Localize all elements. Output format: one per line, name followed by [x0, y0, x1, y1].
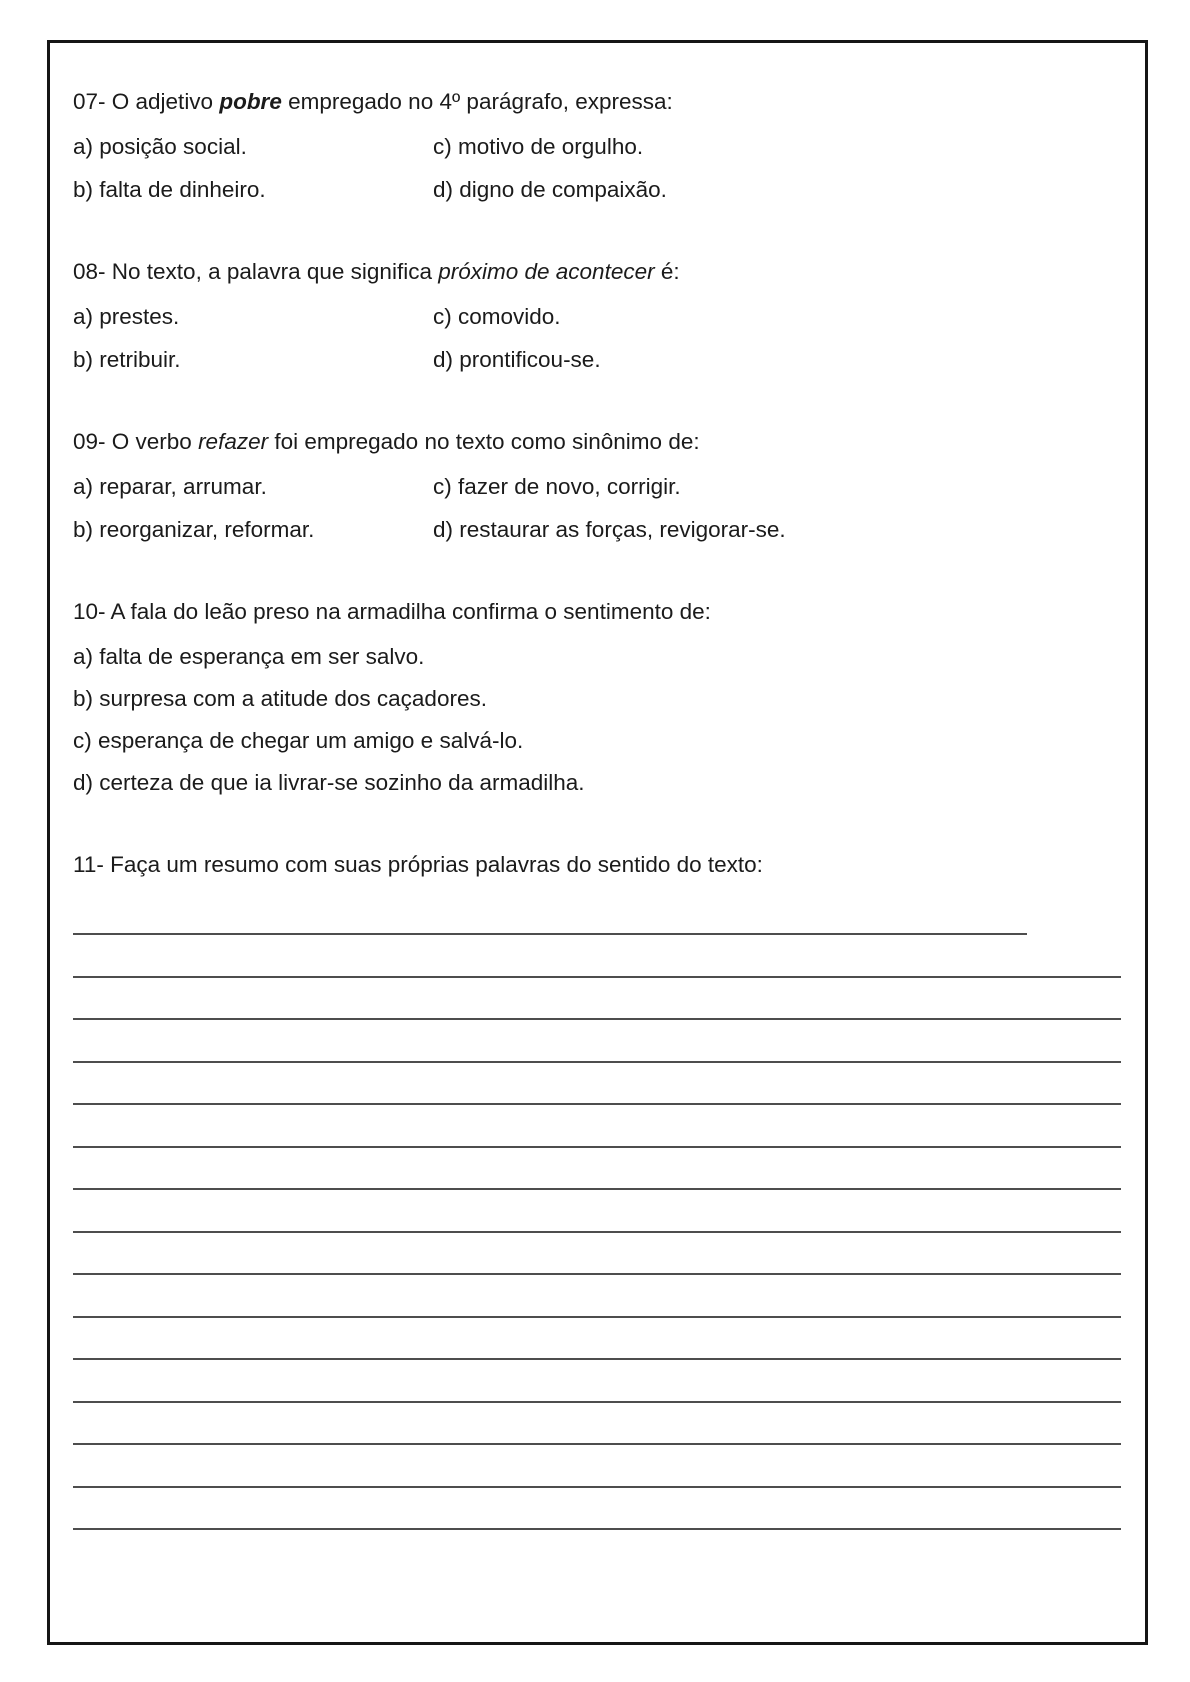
answer-line	[73, 1488, 1121, 1531]
question-08	[73, 259, 1125, 373]
question-07-prompt-post: empregado no 4º parágrafo, expressa:	[281, 89, 673, 114]
question-10-option-d: d) certeza de que ia livrar-se sozinho da armadilha.	[73, 770, 585, 795]
answer-line	[73, 1105, 1121, 1148]
answer-line	[73, 1275, 1121, 1318]
question-09-option-d: d) restaurar as forças, revigorar-se.	[433, 517, 786, 542]
question-08-options	[73, 304, 1125, 373]
question-08-emphasis: próximo de acontecer	[438, 259, 655, 284]
answer-line	[73, 1020, 1121, 1063]
question-09-options	[73, 474, 1125, 543]
question-09-option-b: b) reorganizar, reformar.	[73, 517, 315, 542]
question-07-option-a: a) posição social.	[73, 134, 247, 159]
answer-line	[73, 1148, 1121, 1191]
answer-line	[73, 1403, 1121, 1446]
question-10	[73, 599, 1125, 796]
question-09-prompt-post: foi empregado no texto como sinônimo de:	[268, 429, 700, 454]
question-07-emphasis: pobre	[219, 89, 282, 114]
question-10-option-b: b) surpresa com a atitude dos caçadores.	[73, 686, 487, 711]
question-11-prompt: 11- Faça um resumo com suas próprias palavras do sentido do texto:	[73, 852, 763, 877]
question-07-prompt	[73, 89, 1125, 115]
answer-line	[73, 1190, 1121, 1233]
page-border-frame	[47, 40, 1148, 1645]
question-07-prompt-pre: 07- O adjetivo	[73, 89, 220, 114]
question-08-prompt-post: é:	[654, 259, 680, 284]
question-08-prompt	[73, 259, 1125, 285]
question-07-option-b: b) falta de dinheiro.	[73, 177, 266, 202]
question-11	[73, 852, 1125, 1530]
answer-line	[73, 897, 1027, 935]
answer-lines	[73, 897, 1125, 1530]
question-08-option-d: d) prontificou-se.	[433, 347, 601, 372]
answer-line	[73, 1318, 1121, 1361]
question-07-option-d: d) digno de compaixão.	[433, 177, 667, 202]
answer-line	[73, 978, 1121, 1021]
question-08-option-c: c) comovido.	[433, 304, 561, 329]
question-08-option-b: b) retribuir.	[73, 347, 181, 372]
question-09-option-c: c) fazer de novo, corrigir.	[433, 474, 681, 499]
question-07	[73, 89, 1125, 203]
question-07-option-c: c) motivo de orgulho.	[433, 134, 644, 159]
question-07-options	[73, 134, 1125, 203]
question-09-prompt-pre: 09- O verbo	[73, 429, 199, 454]
question-10-option-a: a) falta de esperança em ser salvo.	[73, 644, 425, 669]
question-09-emphasis: refazer	[198, 429, 269, 454]
question-09-option-a: a) reparar, arrumar.	[73, 474, 267, 499]
question-09	[73, 429, 1125, 543]
answer-line	[73, 1063, 1121, 1106]
question-08-option-a: a) prestes.	[73, 304, 180, 329]
answer-line	[73, 1233, 1121, 1276]
question-10-prompt: 10- A fala do leão preso na armadilha confirma o sentimento de:	[73, 599, 711, 624]
answer-line	[73, 1445, 1121, 1488]
answer-line	[73, 1360, 1121, 1403]
question-10-option-c: c) esperança de chegar um amigo e salvá-lo.	[73, 728, 524, 753]
answer-line	[73, 935, 1121, 978]
question-10-options	[73, 644, 1125, 796]
question-08-prompt-pre: 08- No texto, a palavra que significa	[73, 259, 439, 284]
question-09-prompt	[73, 429, 1125, 455]
